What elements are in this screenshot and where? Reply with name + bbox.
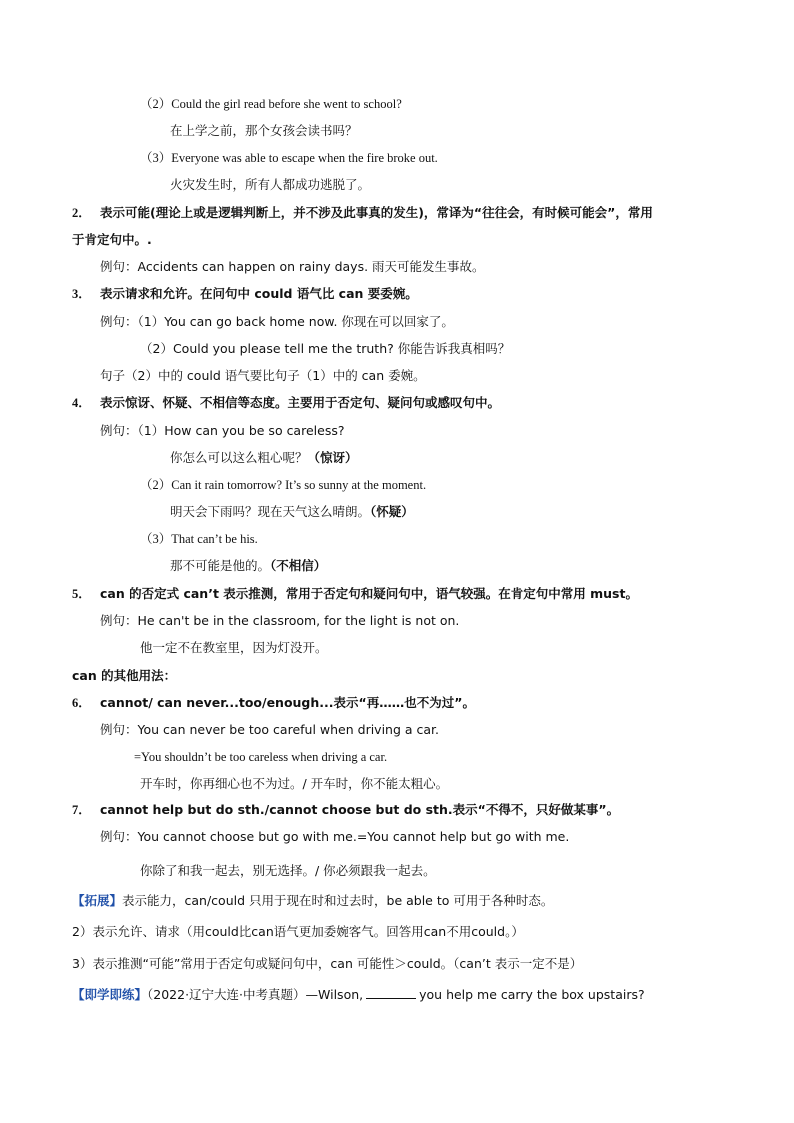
section-text: cannot/ can never...too/enough...表示“再……也不为过”。: [100, 695, 475, 710]
example-text: You can never be too careful when driving a car.: [137, 722, 440, 737]
practice-text-b: you help me carry the box upstairs?: [419, 987, 645, 1002]
translation-text: 你怎么可以这么粗心呢？: [170, 450, 308, 465]
subheading: can 的其他用法：: [72, 668, 177, 683]
translation-line: 你除了和我一起去，别无选择。/ 你必须跟我一起去。: [140, 863, 436, 878]
extension-line: [72, 893, 553, 909]
practice-tag: 【即学即练】: [72, 987, 148, 1002]
example-label: 例句：: [100, 829, 138, 844]
translation-line: [170, 558, 326, 574]
translation-line: 他一定不在教室里，因为灯没开。: [140, 640, 328, 655]
translation-line: 火灾发生时，所有人都成功逃脱了。: [170, 177, 371, 192]
section-text: 表示惊讶、怀疑、不相信等态度。主要用于否定句、疑问句或感叹句中。: [100, 395, 501, 410]
attitude-tag: （怀疑）: [370, 504, 414, 519]
section-number: 5．: [72, 587, 91, 601]
example-text: Accidents can happen on rainy days. 雨天可能发生事故。: [137, 259, 485, 274]
example-text: You cannot choose but go with me.=You cannot help but go with me.: [137, 829, 570, 844]
section-number: 6．: [72, 696, 91, 710]
practice-text-a: —Wilson,: [305, 987, 364, 1002]
note-line: 句子（2）中的 could 语气要比句子（1）中的 can 委婉。: [100, 368, 426, 383]
section-number: 7．: [72, 803, 91, 817]
translation-line: 在上学之前，那个女孩会读书吗？: [170, 123, 358, 138]
section-6-title: [72, 695, 475, 711]
example-label: 例句：: [100, 259, 138, 274]
example-label: 例句：: [100, 722, 138, 737]
example-line: [100, 829, 569, 845]
section-text: 表示可能(理论上或是逻辑判断上，并不涉及此事真的发生)，常译为“往往会，有时候可能会”，常用: [100, 205, 653, 220]
section-2-title: [72, 205, 653, 221]
section-number: 2．: [72, 206, 91, 220]
section-number: 3．: [72, 287, 91, 301]
example-text: （1）You can go back home now. 你现在可以回家了。: [137, 314, 454, 329]
example-line: （3）That can’t be his.: [140, 532, 258, 546]
example-line: （2）Could the girl read before she went to school?: [140, 97, 402, 111]
attitude-tag: （惊讶）: [307, 450, 358, 465]
section-text: 表示请求和允许。在问句中 could 语气比 can 要委婉。: [100, 286, 418, 301]
example-line: （2）Can it rain tomorrow? It’s so sunny at the moment.: [140, 478, 427, 492]
extension-line: 2）表示允许、请求（用could比can语气更加委婉客气。回答用can不用could。）: [72, 924, 524, 939]
example-label: 例句：: [100, 613, 138, 628]
translation-line: [170, 450, 358, 466]
section-text: cannot help but do sth./cannot choose but do sth.表示“不得不，只好做某事”。: [100, 802, 620, 817]
translation-line: [170, 504, 414, 520]
example-line: [100, 314, 454, 330]
section-5-title: [72, 586, 638, 602]
example-text: He can't be in the classroom, for the light is not on.: [137, 613, 460, 628]
section-text: can 的否定式 can’t 表示推测，常用于否定句和疑问句中，语气较强。在肯定句中常用 must。: [100, 586, 638, 601]
attitude-tag: （不相信）: [270, 558, 327, 573]
section-number: 4．: [72, 396, 91, 410]
example-label: 例句：: [100, 423, 138, 438]
extension-tag: 【拓展】: [72, 893, 123, 908]
translation-text: 那不可能是他的。: [170, 558, 271, 573]
section-3-title: [72, 286, 418, 302]
example-text: （1）How can you be so careless?: [137, 423, 345, 438]
translation-text: 明天会下雨吗？现在天气这么晴朗。: [170, 504, 371, 519]
translation-line: 开车时，你再细心也不为过。/ 开车时，你不能太粗心。: [140, 776, 449, 791]
practice-source: （2022·辽宁大连·中考真题）: [147, 987, 306, 1002]
example-line: [100, 259, 485, 275]
section-7-title: [72, 802, 619, 818]
section-2-continuation: 于肯定句中。.: [72, 232, 152, 247]
extension-line: 3）表示推测“可能”常用于否定句或疑问句中，can 可能性＞could。（can’t 表示一定不是）: [72, 956, 583, 971]
extension-text: 表示能力，can/could 只用于现在时和过去时，be able to 可用于各种时态。: [122, 893, 554, 908]
section-4-title: [72, 395, 500, 411]
example-line: [100, 613, 459, 629]
answer-blank[interactable]: [366, 987, 416, 999]
practice-line: [72, 987, 645, 1003]
example-line: [100, 423, 344, 439]
example-line: =You shouldn’t be too careless when driving a car.: [134, 750, 388, 764]
example-label: 例句：: [100, 314, 138, 329]
example-line: （3）Everyone was able to escape when the fire broke out.: [140, 151, 438, 165]
example-line: （2）Could you please tell me the truth? 你能告诉我真相吗？: [140, 341, 511, 356]
example-line: [100, 722, 439, 738]
